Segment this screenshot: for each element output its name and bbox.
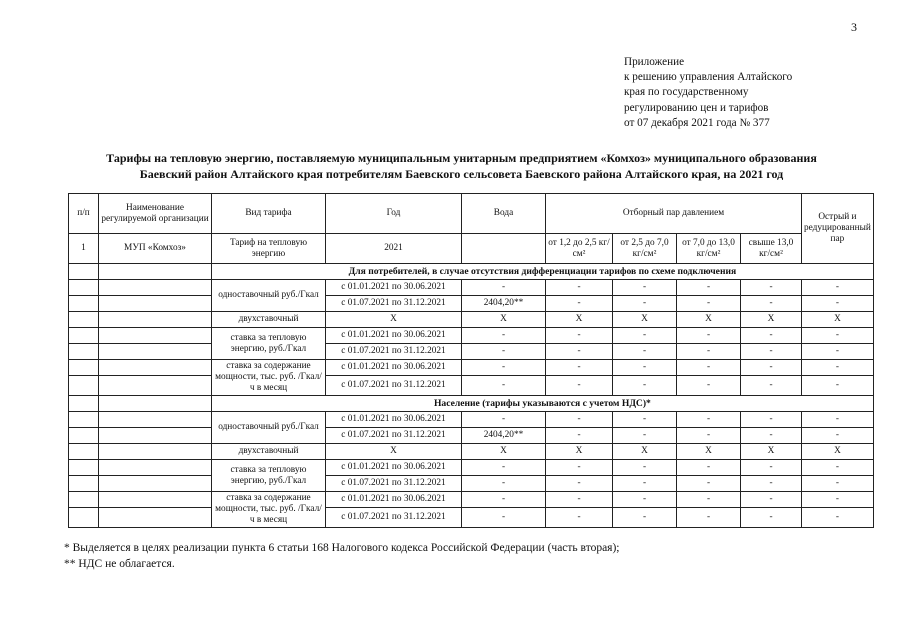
- pressure-1: от 1,2 до 2,5 кг/см²: [546, 234, 613, 264]
- period-cell: с 01.01.2021 по 30.06.2021: [326, 360, 462, 376]
- empty-cell: [69, 476, 99, 492]
- appendix-block: [624, 55, 792, 131]
- x-cell: X: [802, 312, 874, 328]
- tariff-one-rate: одноставочный руб./Гкал: [212, 412, 326, 444]
- dash-cell: -: [546, 344, 613, 360]
- dash-cell: -: [677, 412, 741, 428]
- dash-cell: -: [741, 508, 802, 528]
- empty-cell: [99, 412, 212, 428]
- dash-cell: -: [546, 492, 613, 508]
- empty-cell: [69, 428, 99, 444]
- empty-cell: [69, 376, 99, 396]
- tariff-two-rate: двухставочный: [212, 444, 326, 460]
- period-cell: с 01.01.2021 по 30.06.2021: [326, 280, 462, 296]
- dash-cell: -: [741, 344, 802, 360]
- dash-cell: -: [802, 460, 874, 476]
- dash-cell: -: [546, 508, 613, 528]
- period-cell: с 01.07.2021 по 31.12.2021: [326, 476, 462, 492]
- tariff-heat-rate: ставка за тепловую энергию, руб./Гкал: [212, 328, 326, 360]
- header-row: [69, 194, 874, 234]
- empty-cell: [99, 460, 212, 476]
- dash-cell: -: [802, 360, 874, 376]
- header-water: Вода: [462, 194, 546, 234]
- dash-cell: -: [546, 360, 613, 376]
- dash-cell: -: [677, 376, 741, 396]
- empty-cell: [99, 344, 212, 360]
- dash-cell: -: [462, 460, 546, 476]
- period-cell: с 01.07.2021 по 31.12.2021: [326, 296, 462, 312]
- dash-cell: -: [802, 476, 874, 492]
- dash-cell: -: [462, 492, 546, 508]
- table-row: [69, 360, 874, 376]
- dash-cell: -: [802, 344, 874, 360]
- dash-cell: -: [741, 476, 802, 492]
- dash-cell: -: [677, 476, 741, 492]
- empty-cell: [99, 476, 212, 492]
- empty-cell: [99, 312, 212, 328]
- org-row: [69, 234, 874, 264]
- empty-cell: [99, 428, 212, 444]
- table-row: [69, 344, 874, 360]
- dash-cell: -: [677, 328, 741, 344]
- table-row: [69, 492, 874, 508]
- dash-cell: -: [802, 508, 874, 528]
- table-row: [69, 476, 874, 492]
- dash-cell: -: [741, 412, 802, 428]
- dash-cell: -: [741, 360, 802, 376]
- empty-cell: [99, 280, 212, 296]
- x-cell: X: [613, 444, 677, 460]
- empty-cell: [99, 396, 212, 412]
- dash-cell: -: [546, 476, 613, 492]
- x-cell: X: [613, 312, 677, 328]
- empty-cell: [69, 412, 99, 428]
- header-org: Наименование регулируемой организации: [99, 194, 212, 234]
- dash-cell: -: [677, 428, 741, 444]
- table-row: [69, 312, 874, 328]
- pressure-3: от 7,0 до 13,0 кг/см²: [677, 234, 741, 264]
- dash-cell: -: [613, 412, 677, 428]
- header-year: Год: [326, 194, 462, 234]
- appendix-line: регулированию цен и тарифов: [624, 101, 769, 114]
- dash-cell: -: [546, 280, 613, 296]
- dash-cell: -: [462, 344, 546, 360]
- dash-cell: -: [802, 376, 874, 396]
- table-row: [69, 508, 874, 528]
- dash-cell: -: [613, 328, 677, 344]
- title-line: Баевский район Алтайского края потребителям Баевского сельсовета Баевского района Алтайского края, на 2021 год: [139, 167, 784, 181]
- dash-cell: -: [462, 360, 546, 376]
- x-cell: X: [326, 312, 462, 328]
- dash-cell: -: [613, 492, 677, 508]
- dash-cell: -: [802, 412, 874, 428]
- header-tariff-type: Вид тарифа: [212, 194, 326, 234]
- period-cell: с 01.01.2021 по 30.06.2021: [326, 460, 462, 476]
- dash-cell: -: [677, 460, 741, 476]
- dash-cell: -: [677, 492, 741, 508]
- empty-cell: [69, 344, 99, 360]
- pressure-4: свыше 13,0 кг/см²: [741, 234, 802, 264]
- tariff-heat-rate: ставка за тепловую энергию, руб./Гкал: [212, 460, 326, 492]
- footnotes: [64, 540, 619, 572]
- x-cell: X: [741, 444, 802, 460]
- x-cell: X: [546, 444, 613, 460]
- section-row: [69, 264, 874, 280]
- period-cell: с 01.01.2021 по 30.06.2021: [326, 328, 462, 344]
- dash-cell: -: [613, 376, 677, 396]
- dash-cell: -: [462, 280, 546, 296]
- period-cell: с 01.07.2021 по 31.12.2021: [326, 376, 462, 396]
- page-number: 3: [851, 20, 857, 34]
- table-row: [69, 296, 874, 312]
- dash-cell: -: [677, 508, 741, 528]
- dash-cell: -: [741, 280, 802, 296]
- section-row: [69, 396, 874, 412]
- period-cell: с 01.07.2021 по 31.12.2021: [326, 344, 462, 360]
- dash-cell: -: [546, 328, 613, 344]
- table-row: [69, 328, 874, 344]
- table-row: [69, 412, 874, 428]
- header-num: п/п: [69, 194, 99, 234]
- dash-cell: -: [741, 460, 802, 476]
- title-line: Тарифы на тепловую энергию, поставляемую муниципальным унитарным предприятием «Комхоз» муниципального образования: [106, 151, 817, 165]
- dash-cell: -: [462, 476, 546, 492]
- water-empty: [462, 234, 546, 264]
- period-cell: с 01.07.2021 по 31.12.2021: [326, 508, 462, 528]
- dash-cell: -: [741, 296, 802, 312]
- dash-cell: -: [741, 428, 802, 444]
- empty-cell: [99, 296, 212, 312]
- empty-cell: [69, 508, 99, 528]
- table-row: [69, 444, 874, 460]
- x-cell: X: [326, 444, 462, 460]
- tariff-year: 2021: [326, 234, 462, 264]
- dash-cell: -: [802, 428, 874, 444]
- table-row: [69, 376, 874, 396]
- dash-cell: -: [546, 412, 613, 428]
- empty-cell: [99, 376, 212, 396]
- empty-cell: [99, 508, 212, 528]
- empty-cell: [69, 264, 99, 280]
- empty-cell: [69, 328, 99, 344]
- dash-cell: -: [462, 508, 546, 528]
- empty-cell: [69, 492, 99, 508]
- x-cell: X: [462, 312, 546, 328]
- appendix-line: к решению управления Алтайского: [624, 71, 793, 84]
- dash-cell: -: [613, 280, 677, 296]
- empty-cell: [69, 396, 99, 412]
- appendix-line: края по государственному: [624, 86, 749, 99]
- empty-cell: [69, 280, 99, 296]
- water-value: 2404,20**: [462, 428, 546, 444]
- org-name: МУП «Комхоз»: [99, 234, 212, 264]
- footnote: * Выделяется в целях реализации пункта 6 статьи 168 Налогового кодекса Российской Федерации (часть вторая);: [64, 542, 620, 554]
- dash-cell: -: [546, 376, 613, 396]
- dash-cell: -: [802, 280, 874, 296]
- document-title: [20, 150, 903, 182]
- tariff-one-rate: одноставочный руб./Гкал: [212, 280, 326, 312]
- dash-cell: -: [462, 328, 546, 344]
- x-cell: X: [741, 312, 802, 328]
- empty-cell: [99, 360, 212, 376]
- dash-cell: -: [613, 476, 677, 492]
- appendix-line: Приложение: [624, 56, 685, 68]
- section-title: Для потребителей, в случае отсутствия дифференциации тарифов по схеме подключения: [212, 264, 874, 280]
- period-cell: с 01.01.2021 по 30.06.2021: [326, 412, 462, 428]
- empty-cell: [99, 328, 212, 344]
- dash-cell: -: [677, 280, 741, 296]
- x-cell: X: [462, 444, 546, 460]
- dash-cell: -: [677, 296, 741, 312]
- empty-cell: [69, 460, 99, 476]
- empty-cell: [99, 492, 212, 508]
- dash-cell: -: [546, 296, 613, 312]
- period-cell: с 01.01.2021 по 30.06.2021: [326, 492, 462, 508]
- tariff-name: Тариф на тепловую энергию: [212, 234, 326, 264]
- x-cell: X: [546, 312, 613, 328]
- pressure-2: от 2,5 до 7,0 кг/см²: [613, 234, 677, 264]
- dash-cell: -: [802, 296, 874, 312]
- dash-cell: -: [613, 460, 677, 476]
- tariff-two-rate: двухставочный: [212, 312, 326, 328]
- dash-cell: -: [613, 360, 677, 376]
- empty-cell: [69, 296, 99, 312]
- dash-cell: -: [462, 412, 546, 428]
- tariff-capacity: ставка за содержание мощности, тыс. руб. /Гкал/ч в месяц: [212, 492, 326, 528]
- dash-cell: -: [677, 344, 741, 360]
- dash-cell: -: [677, 360, 741, 376]
- section-title: Население (тарифы указываются с учетом НДС)*: [212, 396, 874, 412]
- x-cell: X: [677, 444, 741, 460]
- table-row: [69, 428, 874, 444]
- dash-cell: -: [802, 328, 874, 344]
- dash-cell: -: [613, 428, 677, 444]
- dash-cell: -: [741, 376, 802, 396]
- row-number: 1: [69, 234, 99, 264]
- footnote: ** НДС не облагается.: [64, 558, 175, 570]
- empty-cell: [69, 312, 99, 328]
- dash-cell: -: [546, 428, 613, 444]
- dash-cell: -: [613, 344, 677, 360]
- dash-cell: -: [802, 492, 874, 508]
- dash-cell: -: [613, 296, 677, 312]
- header-sharp-steam: Острый и редуцированный пар: [802, 194, 874, 264]
- tariff-capacity: ставка за содержание мощности, тыс. руб. /Гкал/ч в месяц: [212, 360, 326, 396]
- table-row: [69, 460, 874, 476]
- dash-cell: -: [741, 492, 802, 508]
- water-value: 2404,20**: [462, 296, 546, 312]
- dash-cell: -: [613, 508, 677, 528]
- header-steam: Отборный пар давлением: [546, 194, 802, 234]
- dash-cell: -: [462, 376, 546, 396]
- empty-cell: [69, 360, 99, 376]
- period-cell: с 01.07.2021 по 31.12.2021: [326, 428, 462, 444]
- table-row: [69, 280, 874, 296]
- appendix-line: от 07 декабря 2021 года № 377: [624, 116, 770, 129]
- x-cell: X: [677, 312, 741, 328]
- x-cell: X: [802, 444, 874, 460]
- empty-cell: [99, 444, 212, 460]
- dash-cell: -: [546, 460, 613, 476]
- dash-cell: -: [741, 328, 802, 344]
- empty-cell: [69, 444, 99, 460]
- empty-cell: [99, 264, 212, 280]
- tariff-table: [68, 193, 874, 528]
